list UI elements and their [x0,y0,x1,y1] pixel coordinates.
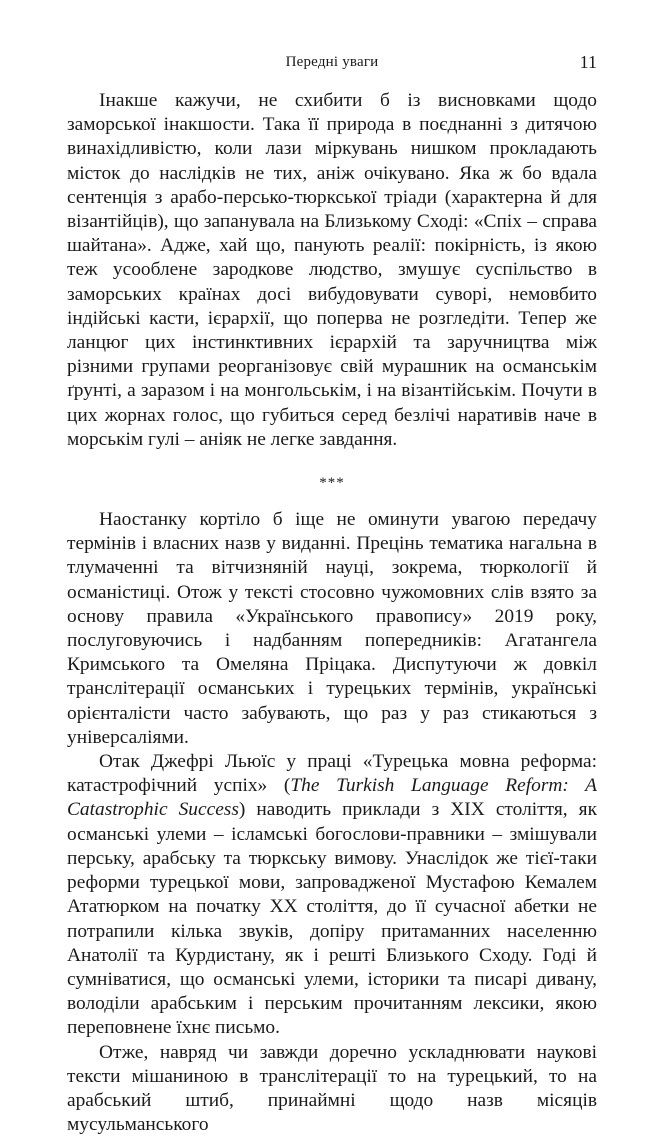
paragraph-1: Інакше кажучи, не схибити б із висновками щодо заморської інакшости. Така її природа в поєднанні з дитячою винахідливістю, коли лази міркувань нишком прокладають місток до наслідків не тих, аніж очікувано. Яка ж бо вдала сентенція з арабо-персько-тюркської тріади (характерна й для візантійців), що запанувала на Близькому Сході: «Спіх – справа шайтана». Адже, хай що, панують реалії: покірність, із якою теж усооблене зародкове людство, змушує суспільство в заморських країнах досі вибудовувати суворі, немовбито індійські касти, ієрархії, що поперва не розгледіти. Тепер же ланцюг цих інстинктивних ієрархій та заручництва між різними групами реорганізовує свій мурашник на османськім ґрунті, а заразом і на монгольськім, і на візантійськім. Почути в цих жорнах голос, що губиться серед безлічі наративів наче в морськім гулі – аніяк не легке завдання. [67,90,597,450]
paragraph-3 [67,750,597,1040]
paragraph-4: Отже, навряд чи завжди доречно ускладнювати наукові тексти мішаниною в транслітерації то на турецький, то на арабський штиб, принаймні щодо назв місяців мусульманського [67,1041,597,1136]
paragraph-3-text-a: Отак Джефрі Льюїс у праці «Турецька мовна реформа: катастрофічний успіх» ( [67,751,597,797]
page-number: 11 [579,52,597,72]
running-head [67,52,597,74]
section-separator: *** [319,475,345,492]
paragraph-2: Наостанку кортіло б іще не оминути увагою передачу термінів і власних назв у виданні. Прецінь тематика нагальна в тлумаченні та вітчизняній науці, зокрема, тюркології й османістиці. Отож у тексті стосовно чужомовних слів взято за основу правила «Українського правопису» 2019 року, послуговуючись і надбанням попередників: Агатангела Кримського та Омеляна Пріцака. Диспутуючи ж довкіл транслітерації османських і турецьких термінів, українські орієнталісти часто забувають, що раз у раз стикаються з універсаліями. [67,509,597,748]
book-title-italic: The Turkish Language Reform: A Catastrophic Success [67,775,598,821]
paragraph-3-text-b: ) наводить приклади з XIX століття, як османські улеми – ісламські богослови-правники – змішували перську, арабську та тюркську вимову. Унаслідок же тієї-таки реформи турецької мови, запровадженої Мустафою Кемалем Ататюрком на початку XX століття, до її сучасної абетки не потрапили кілька звуків, допіру притаманних населенню Анатолії та Курдистану, як і решті Близького Сходу. Годі й сумніватися, що османські улеми, історики та писарі дивану, володіли арабським і перським прочитанням лексики, якою переповнене їхнє письмо. [67,799,597,1039]
running-title: Передні уваги [285,54,379,70]
body-text [67,89,597,1137]
